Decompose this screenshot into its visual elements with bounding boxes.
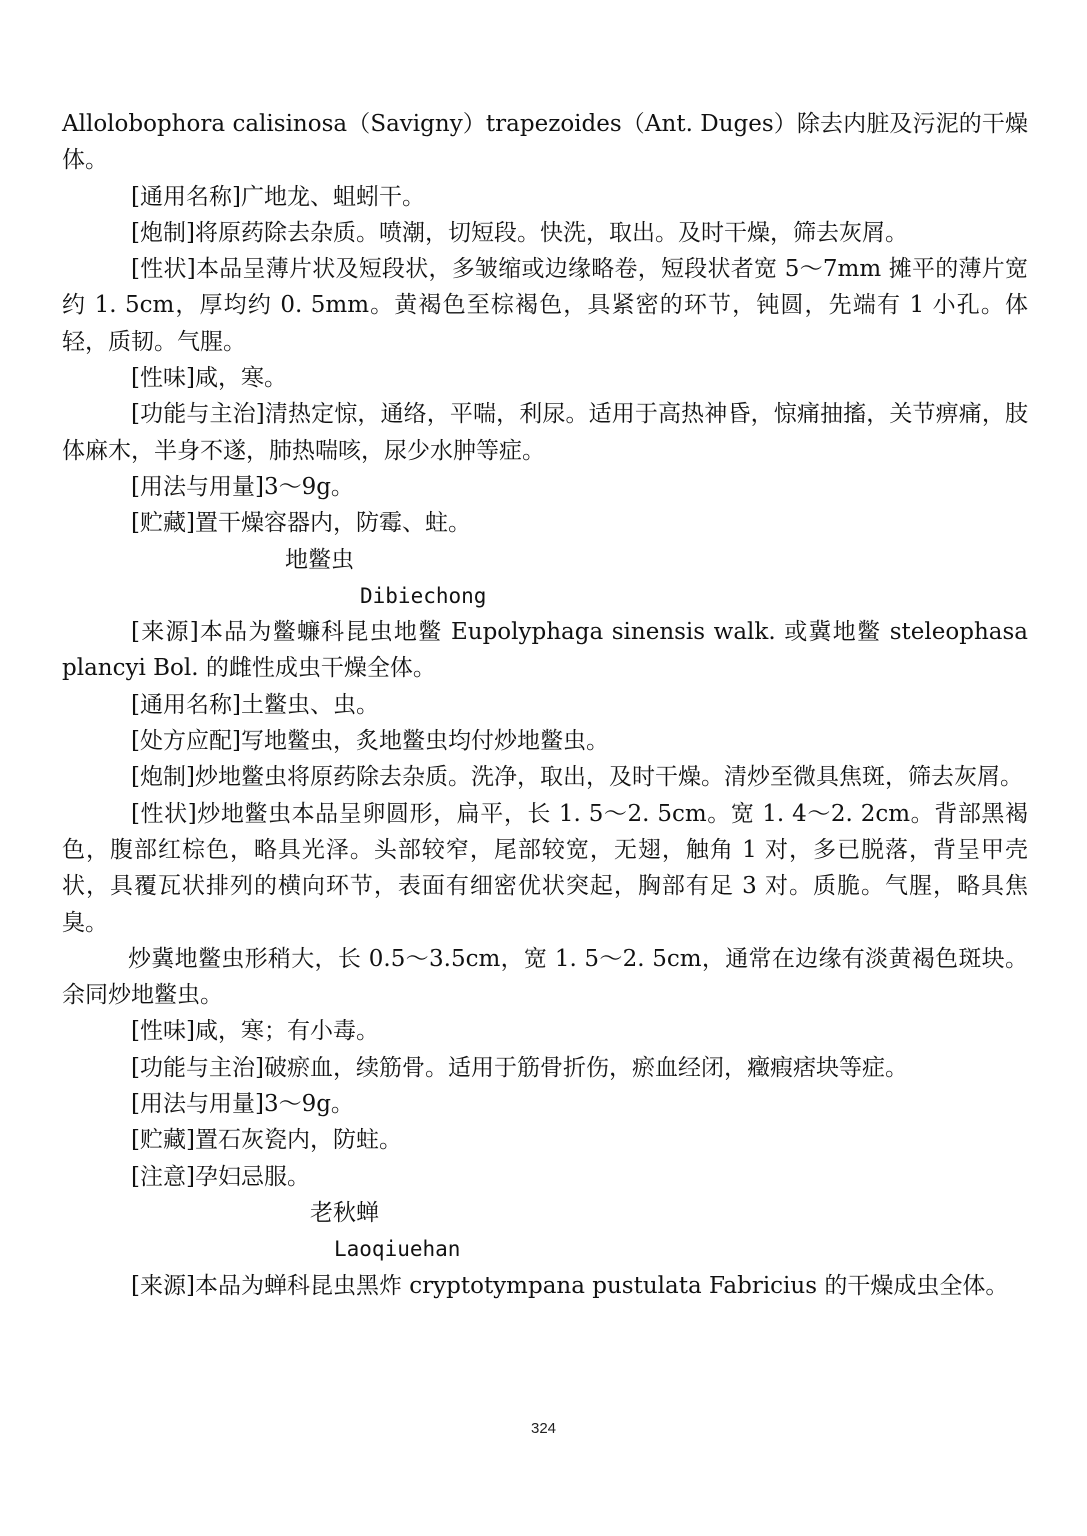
paragraph: 炒冀地鳖虫形稍大，长 0.5～3.5cm，宽 1. 5～2. 5cm，通常在边缘有淡黄褐色斑块。余同炒地鳖虫。 xyxy=(62,945,1028,1009)
paragraph: [性状]本品呈薄片状及短段状，多皱缩或边缘略卷，短段状者宽 5～7mm 摊平的薄片宽约 1. 5cm，厚均约 0. 5mm。黄褐色至棕褐色，具紧密的环节，钝圆，先端有 1 小孔。体轻，质韧。气腥。 xyxy=(62,256,1028,355)
paragraph: [通用名称]广地龙、蛆蚓干。 xyxy=(131,183,425,210)
paragraph: [性味]咸，寒；有小毒。 xyxy=(131,1018,379,1045)
paragraph: [来源]本品为蝉科昆虫黑炸 cryptotympana pustulata Fabricius 的干燥成虫全体。 xyxy=(131,1272,1009,1299)
entry-title: 地鳖虫 xyxy=(285,546,354,573)
paragraph: [性状]炒地鳖虫本品呈卵圆形，扁平，长 1. 5～2. 5cm。宽 1. 4～2. 2cm。背部黑褐色，腹部红棕色，略具光泽。头部较窄，尾部较宽，无翅，触角 1 对，多已脱落，背呈甲壳状，具覆瓦状排列的横向环节，表面有细密优状突起，胸部有足 3 对。质脆。气腥，略具焦臭。 xyxy=(62,800,1028,936)
body-text xyxy=(62,106,1028,1304)
paragraph: [贮藏]置干燥容器内，防霉、蛀。 xyxy=(131,510,471,537)
entry-pinyin: Laoqiuehan xyxy=(334,1237,461,1262)
paragraph: [性味]咸，寒。 xyxy=(131,365,287,392)
paragraph: [用法与用量]3～9g。 xyxy=(131,1091,354,1118)
paragraph: [贮藏]置石灰瓷内，防蛀。 xyxy=(131,1127,402,1154)
paragraph: [注意]孕妇忌服。 xyxy=(131,1163,310,1190)
paragraph: [炮制]炒地鳖虫将原药除去杂质。洗净，取出，及时干燥。清炒至微具焦斑，筛去灰屑。 xyxy=(131,764,1023,791)
page-number: 324 xyxy=(530,1420,557,1437)
paragraph: [处方应配]写地鳖虫，炙地鳖虫均付炒地鳖虫。 xyxy=(131,728,609,755)
entry-pinyin: Dibiechong xyxy=(360,583,487,608)
entry-title: 老秋蝉 xyxy=(310,1199,379,1226)
paragraph: [用法与用量]3～9g。 xyxy=(131,473,354,500)
paragraph: [炮制]将原药除去杂质。喷潮，切短段。快洗，取出。及时干燥，筛去灰屑。 xyxy=(131,219,908,246)
paragraph: [功能与主治]清热定惊，通络，平喘，利尿。适用于高热神昏，惊痛抽搐，关节痹痛，肢体麻木，半身不遂，肺热喘咳，尿少水肿等症。 xyxy=(62,401,1028,464)
paragraph: [功能与主治]破瘀血，续筋骨。适用于筋骨折伤，瘀血经闭，癥瘕痞块等症。 xyxy=(131,1054,908,1081)
paragraph: Allolobophora calisinosa（Savigny）trapezoides（Ant. Duges）除去内脏及污泥的干燥体。 xyxy=(62,111,1028,174)
paragraph: [通用名称]土鳖虫、虫。 xyxy=(131,691,379,718)
paragraph: [来源]本品为鳖蠊科昆虫地鳖 Eupolyphaga sinensis walk. 或冀地鳖 steleophasa plancyi Bol. 的雌性成虫干燥全体。 xyxy=(62,619,1028,682)
